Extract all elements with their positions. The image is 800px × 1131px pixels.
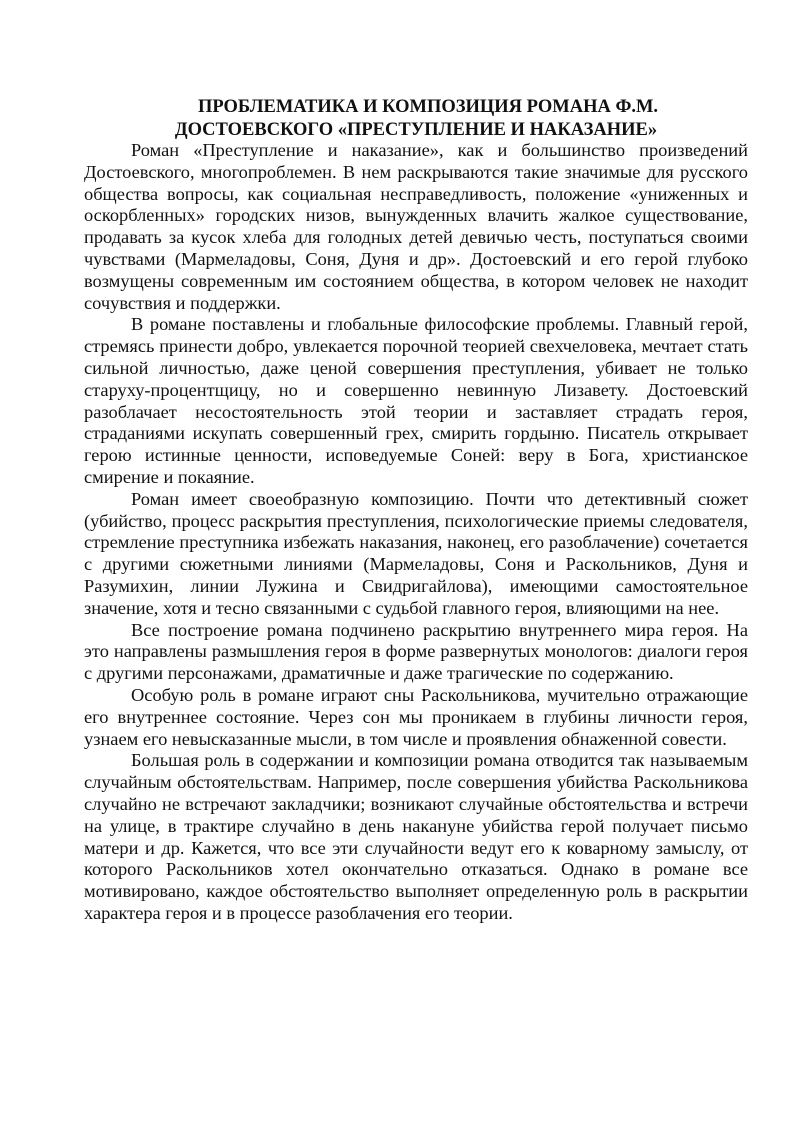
paragraph-2: В романе поставлены и глобальные философские проблемы. Главный герой, стремясь принести добро, увлекается порочной теорией свехчеловека, мечтает стать сильной личностью, даже ценой совершения преступления, убивает не только старуху-процентщицу, но и совершенно невинную Лизавету. Достоевский разоблачает несостоятельность этой теории и заставляет страдать героя, страданиями искупать совершенный грех, смирить гордыню. Писатель открывает герою истинные ценности, исповедуемые Соней: веру в Бога, христианское смирение и покаяние. (84, 314, 748, 487)
document-body (84, 140, 748, 925)
paragraph-3: Роман имеет своеобразную композицию. Почти что детективный сюжет (убийство, процесс раскрытия преступления, психологические приемы следователя, стремление преступника избежать наказания, наконец, его разоблачение) сочетается с другими сюжетными линиями (Мармеладовы, Соня и Раскольников, Дуня и Разумихин, линии Лужина и Свидригайлова), имеющими самостоятельное значение, хотя и тесно связанными с судьбой главного героя, влияющими на нее. (84, 488, 748, 618)
document-title (84, 96, 748, 142)
title-line-1: ПРОБЛЕМАТИКА И КОМПОЗИЦИЯ РОМАНА Ф.М. (197, 97, 659, 117)
paragraph-1: Роман «Преступление и наказание», как и большинство произведений Достоевского, многопроблемен. В нем раскрываются такие значимые для русского общества вопросы, как социальная несправедливость, положение «униженных и оскорбленных» городских низов, вынужденных влачить жалкое существование, продавать за кусок хлеба для голодных детей девичью честь, поступаться своими чувствами (Мармеладовы, Соня, Дуня и др». Достоевский и его герой глубоко возмущены современным им состоянием общества, в котором человек не находит сочувствия и поддержки. (84, 140, 748, 313)
paragraph-5: Особую роль в романе играют сны Раскольникова, мучительно отражающие его внутреннее состояние. Через сон мы проникаем в глубины личности героя, узнаем его невысказанные мысли, в том числе и проявления обнаженной совести. (84, 684, 748, 749)
title-line-2: ДОСТОЕВСКОГО «ПРЕСТУПЛЕНИЕ И НАКАЗАНИЕ» (174, 120, 658, 140)
paragraph-6: Большая роль в содержании и композиции романа отводится так называемым случайным обстоятельствам. Например, после совершения убийства Раскольникова случайно не встречают закладчики; возникают случайные обстоятельства и встречи на улице, в трактире случайно в день накануне убийства герой получает письмо матери и др. Кажется, что все эти случайности ведут его к коварному замыслу, от которого Раскольников хотел окончательно отказаться. Однако в романе все мотивировано, каждое обстоятельство выполняет определенную роль в раскрытии характера героя и в процессе разоблачения его теории. (84, 750, 748, 923)
paragraph-4: Все построение романа подчинено раскрытию внутреннего мира героя. На это направлены размышления героя в форме развернутых монологов: диалоги героя с другими персонажами, драматичные и даже трагические по содержанию. (84, 619, 748, 684)
